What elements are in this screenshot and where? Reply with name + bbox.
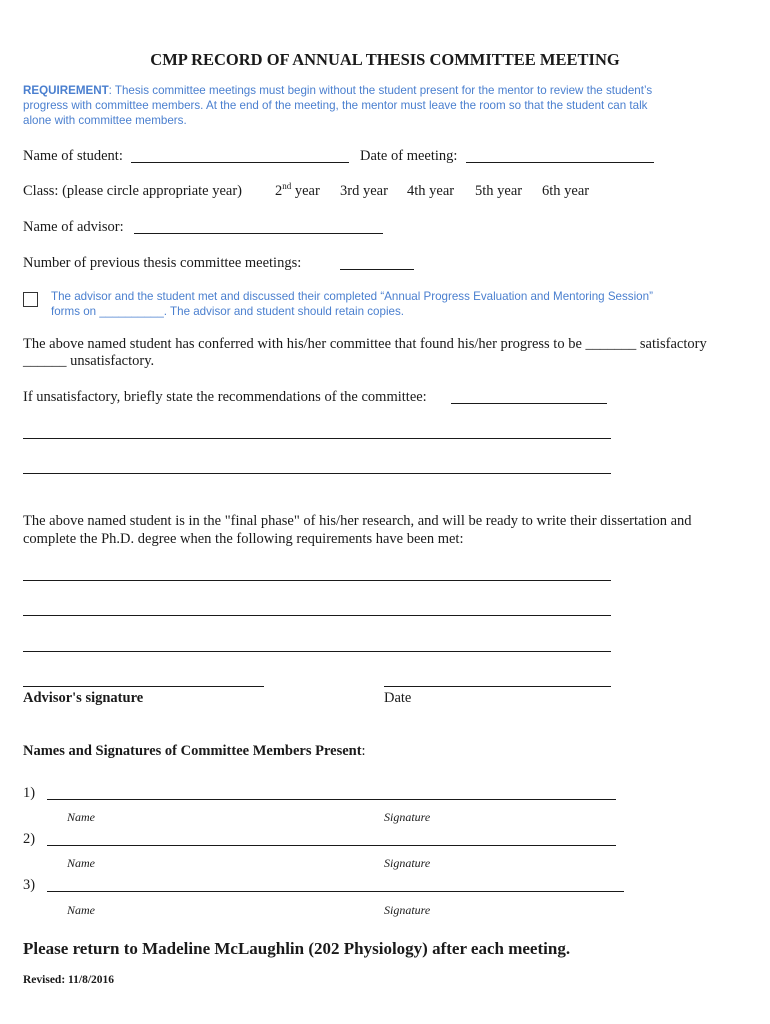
requirements-field-3[interactable] bbox=[23, 651, 611, 652]
year-option-6th[interactable]: 6th year bbox=[542, 183, 590, 199]
unsatisfactory-label: If unsatisfactory, briefly state the recommendations of the committee: bbox=[23, 389, 427, 405]
student-name-label: Name of student: bbox=[23, 148, 123, 164]
requirement-line-1 bbox=[23, 83, 652, 98]
checkbox-note-line-1: The advisor and the student met and discussed their completed “Annual Progress Evaluation and Mentoring Session” bbox=[51, 290, 653, 303]
recommendations-field-2[interactable] bbox=[23, 438, 611, 439]
requirements-field-1[interactable] bbox=[23, 580, 611, 581]
advisor-name-label: Name of advisor: bbox=[23, 219, 124, 235]
year-option-5th[interactable]: 5th year bbox=[475, 183, 523, 199]
meeting-date-field[interactable] bbox=[466, 162, 654, 163]
advisor-name-field[interactable] bbox=[134, 233, 383, 234]
signature-date-field[interactable] bbox=[384, 686, 611, 687]
meeting-date-label: Date of meeting: bbox=[360, 148, 458, 164]
year-option-2nd[interactable] bbox=[275, 183, 320, 200]
requirement-line-2: progress with committee members. At the end of the meeting, the mentor must leave the room so that the student can talk bbox=[23, 99, 648, 112]
advisor-signature-field[interactable] bbox=[23, 686, 264, 687]
requirement-text-1: : Thesis committee meetings must begin without the student present for the mentor to review the student’s bbox=[108, 84, 653, 97]
signature-date-label: Date bbox=[384, 690, 412, 706]
member-signature-caption: Signature bbox=[384, 903, 431, 917]
progress-text-line-2: ______ unsatisfactory. bbox=[23, 353, 155, 369]
member-number: 2) bbox=[23, 831, 36, 847]
committee-heading bbox=[23, 743, 366, 760]
year-option-3rd[interactable]: 3rd year bbox=[340, 183, 388, 199]
progress-text-line-1: The above named student has conferred with his/her committee that found his/her progress to be _______ satisfactory bbox=[23, 336, 707, 352]
member-number: 3) bbox=[23, 877, 36, 893]
year-2-suffix: nd bbox=[282, 181, 292, 192]
final-phase-line-1: The above named student is in the "final phase" of his/her research, and will be ready to write their dissertation and bbox=[23, 513, 692, 529]
member-1-name-signature-field[interactable] bbox=[47, 799, 616, 800]
progress-forms-checkbox[interactable] bbox=[23, 292, 38, 307]
class-label: Class: (please circle appropriate year) bbox=[23, 183, 243, 199]
recommendations-field-3[interactable] bbox=[23, 473, 611, 474]
student-name-field[interactable] bbox=[131, 162, 349, 163]
member-number: 1) bbox=[23, 785, 36, 801]
year-2-number: 2 bbox=[275, 183, 283, 199]
advisor-signature-label: Advisor's signature bbox=[23, 690, 144, 706]
previous-meetings-label: Number of previous thesis committee meetings: bbox=[23, 255, 302, 271]
page-title: CMP RECORD OF ANNUAL THESIS COMMITTEE MEETING bbox=[150, 50, 620, 69]
member-name-caption: Name bbox=[67, 903, 95, 917]
member-2-name-signature-field[interactable] bbox=[47, 845, 616, 846]
checkbox-note-line-2: forms on __________. The advisor and student should retain copies. bbox=[51, 305, 404, 318]
requirements-field-2[interactable] bbox=[23, 615, 611, 616]
requirement-label: REQUIREMENT bbox=[23, 84, 109, 97]
requirement-line-3: alone with committee members. bbox=[23, 114, 187, 127]
year-option-4th[interactable]: 4th year bbox=[407, 183, 455, 199]
return-instructions: Please return to Madeline McLaughlin (202 Physiology) after each meeting. bbox=[23, 939, 571, 958]
revision-date: Revised: 11/8/2016 bbox=[23, 974, 115, 986]
member-name-caption: Name bbox=[67, 856, 95, 870]
committee-heading-colon: : bbox=[361, 743, 366, 759]
previous-meetings-field[interactable] bbox=[340, 269, 414, 270]
recommendations-field-1[interactable] bbox=[451, 403, 607, 404]
member-3-name-signature-field[interactable] bbox=[47, 891, 624, 892]
final-phase-line-2: complete the Ph.D. degree when the following requirements have been met: bbox=[23, 531, 464, 547]
member-signature-caption: Signature bbox=[384, 810, 431, 824]
year-2-word: year bbox=[291, 183, 320, 199]
member-name-caption: Name bbox=[67, 810, 95, 824]
member-signature-caption: Signature bbox=[384, 856, 431, 870]
committee-heading-text: Names and Signatures of Committee Members Present bbox=[23, 743, 362, 759]
